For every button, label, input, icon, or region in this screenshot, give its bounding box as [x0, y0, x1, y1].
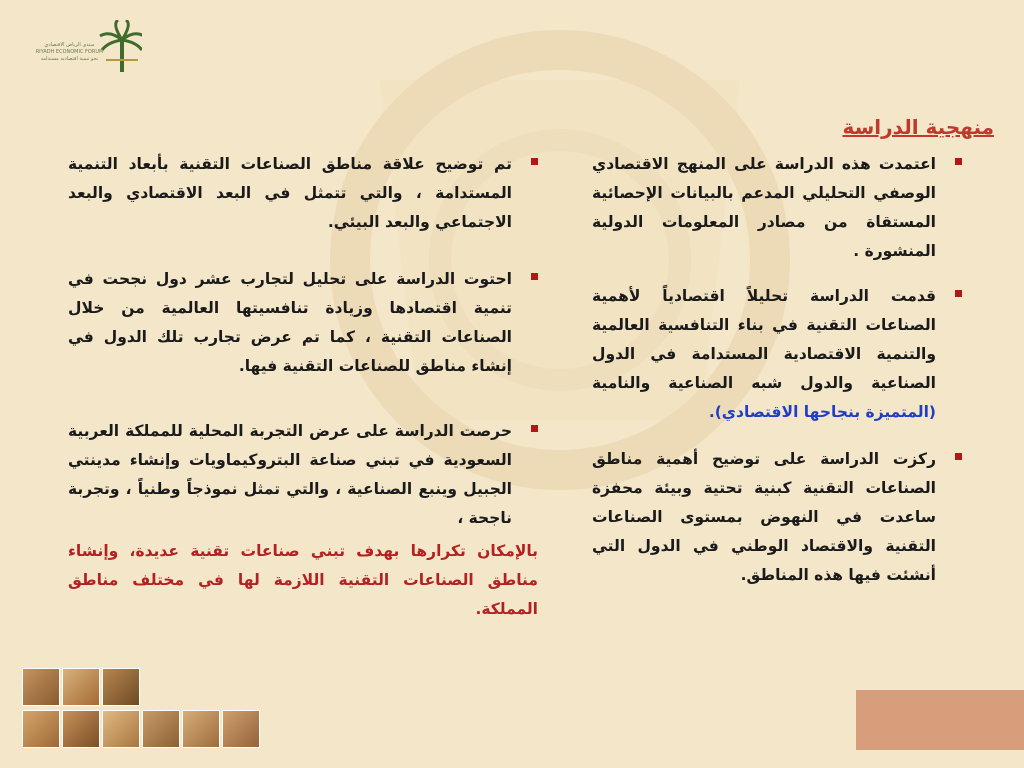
photo-tile	[142, 710, 180, 748]
slide-title: منهجية الدراسة	[842, 115, 994, 139]
photo-collage	[22, 668, 264, 750]
photo-tile	[62, 710, 100, 748]
highlighted-text: بالإمكان تكرارها بهدف تبني صناعات تقنية عديدة، وإنشاء مناطق الصناعات التقنية اللازمة لها في مختلف مناطق المملكة.	[68, 542, 538, 618]
bullet-icon	[955, 158, 962, 165]
logo-arabic-name: منتدى الرياض الاقتصادي	[44, 42, 95, 48]
photo-tile	[22, 710, 60, 748]
photo-tile	[222, 710, 260, 748]
bullet-icon	[531, 158, 538, 165]
photo-tile	[182, 710, 220, 748]
list-item	[592, 282, 962, 427]
right-column	[592, 150, 962, 590]
item-note: (المتميزة بنجاحها الاقتصادي).	[708, 403, 936, 421]
bullet-icon	[955, 453, 962, 460]
item-text: اعتمدت هذه الدراسة على المنهج الاقتصادي الوصفي التحليلي المدعم بالبيانات الإحصائية المستقاة من مصادر المعلومات الدولية المنشورة .	[592, 155, 936, 260]
list-item	[68, 150, 538, 237]
list-item	[592, 445, 962, 590]
photo-tile	[62, 668, 100, 706]
photo-tile	[22, 668, 60, 706]
bullet-icon	[531, 425, 538, 432]
item-text: احتوت الدراسة على تحليل لتجارب عشر دول نجحت في تنمية اقتصادها وزيادة تنافسيتها العالمية من خلال الصناعات التقنية ، كما تم عرض تجارب تلك الدول في إنشاء مناطق للصناعات التقنية فيها.	[68, 270, 512, 375]
left-column	[68, 150, 538, 624]
logo-text	[22, 42, 117, 63]
logo-english-name: RIYADH ECONOMIC FORUM	[35, 49, 104, 55]
list-item	[68, 417, 538, 533]
item-text: تم توضيح علاقة مناطق الصناعات التقنية بأبعاد التنمية المستدامة ، والتي تتمثل في البعد الاقتصادي والبعد الاجتماعي والبعد البيئي.	[68, 155, 512, 231]
photo-tile	[102, 710, 140, 748]
logo-slogan: نحو تنمية اقتصادية مستدامة	[40, 56, 99, 62]
item-text: حرصت الدراسة على عرض التجربة المحلية للمملكة العربية السعودية في تبني صناعة البتروكيماويات وإنشاء مدينتي الجبيل وينبع الصناعية ، والتي تمثل نموذجاً وطنياً ، وتجربة ناجحة ،	[68, 422, 512, 527]
item-text: ركزت الدراسة على توضيح أهمية مناطق الصناعات التقنية كبنية تحتية وبيئة محفزة ساعدت في النهوض بمستوى الصناعات التقنية والاقتصاد الوطني في الدول التي أنشئت فيها هذه المناطق.	[592, 450, 936, 584]
list-item	[592, 150, 962, 266]
bullet-icon	[531, 273, 538, 280]
bullet-icon	[955, 290, 962, 297]
photo-tile	[102, 668, 140, 706]
list-item	[68, 265, 538, 381]
item-text: قدمت الدراسة تحليلاً اقتصادياً لأهمية الصناعات التقنية في بناء التنافسية العالمية والتنمية الاقتصادية المستدامة في الدول الصناعية والدول شبه الصناعية والنامية	[592, 287, 936, 392]
accent-box	[856, 690, 1024, 750]
